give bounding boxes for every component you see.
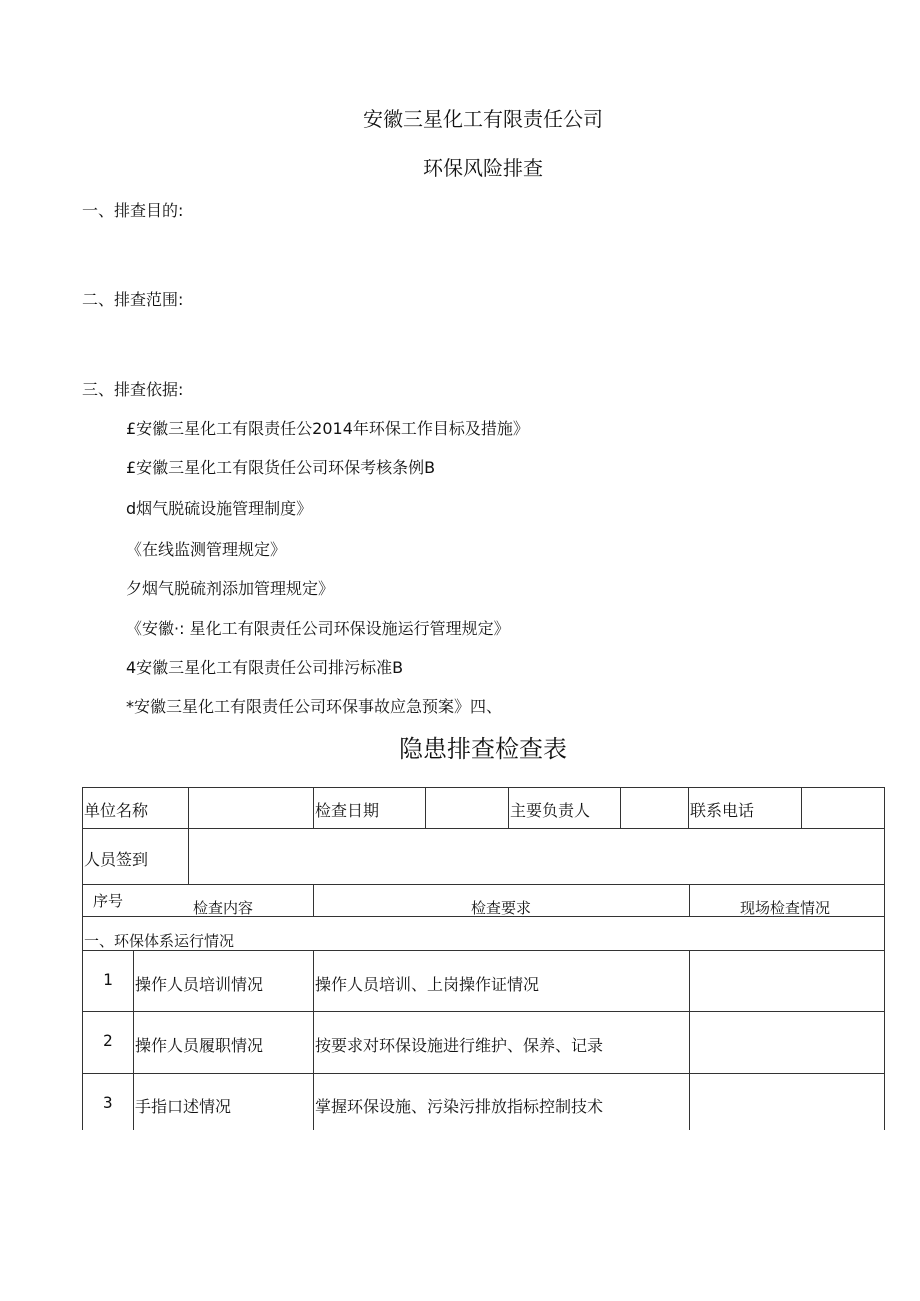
row-number: 1 <box>103 970 113 989</box>
document-title: 环保风险排查 <box>423 156 543 180</box>
label-principal: 主要负责人 <box>510 801 591 820</box>
header-content: 检查内容 <box>193 899 254 917</box>
label-phone: 联系电话 <box>690 801 755 820</box>
row-requirement: 按要求对环保设施进行维护、保养、记录 <box>315 1036 604 1055</box>
basis-item: 4安徽三星化工有限责任公司排污标准B <box>126 658 404 677</box>
basis-item: £安徽三星化工有限责任公2014年环保工作目标及措施》 <box>126 419 529 438</box>
basis-item: £安徽三星化工有限货任公司环保考核条例B <box>126 458 436 477</box>
basis-item: 夕烟气脱硫剂添加管理规定》 <box>126 579 335 598</box>
header-no: 序号 <box>93 892 124 910</box>
basis-item: *安徽三星化工有限责任公司环保事故应急预案》四、 <box>126 697 503 716</box>
row-number: 2 <box>103 1031 113 1050</box>
row-content: 操作人员履职情况 <box>135 1036 264 1055</box>
table-title: 隐患排查检查表 <box>399 735 567 763</box>
group-heading: 一、环保体系运行情况 <box>84 932 235 950</box>
row-content: 操作人员培训情况 <box>135 975 264 994</box>
label-check-date: 检查日期 <box>315 801 380 820</box>
row-content: 手指口述情况 <box>135 1097 232 1116</box>
label-sign-in: 人员签到 <box>84 850 149 869</box>
basis-item: 《在线监测管理规定》 <box>126 540 287 559</box>
section-basis: 三、排查依据: <box>82 380 184 399</box>
section-purpose: 一、排查目的: <box>82 201 184 220</box>
company-title: 安徽三星化工有限责任公司 <box>363 107 603 131</box>
section-scope: 二、排查范围: <box>82 290 184 309</box>
basis-item: d烟气脱硫设施管理制度》 <box>126 499 313 518</box>
header-requirement: 检查要求 <box>471 899 532 917</box>
basis-item: 《安徽·: 星化工有限责任公司环保设施运行管理规定》 <box>126 619 510 638</box>
row-number: 3 <box>103 1093 113 1112</box>
row-requirement: 掌握环保设施、污染污排放指标控制技术 <box>315 1097 604 1116</box>
label-unit-name: 单位名称 <box>84 801 149 820</box>
header-onsite: 现场检查情况 <box>740 899 831 917</box>
row-requirement: 操作人员培训、上岗操作证情况 <box>315 975 540 994</box>
